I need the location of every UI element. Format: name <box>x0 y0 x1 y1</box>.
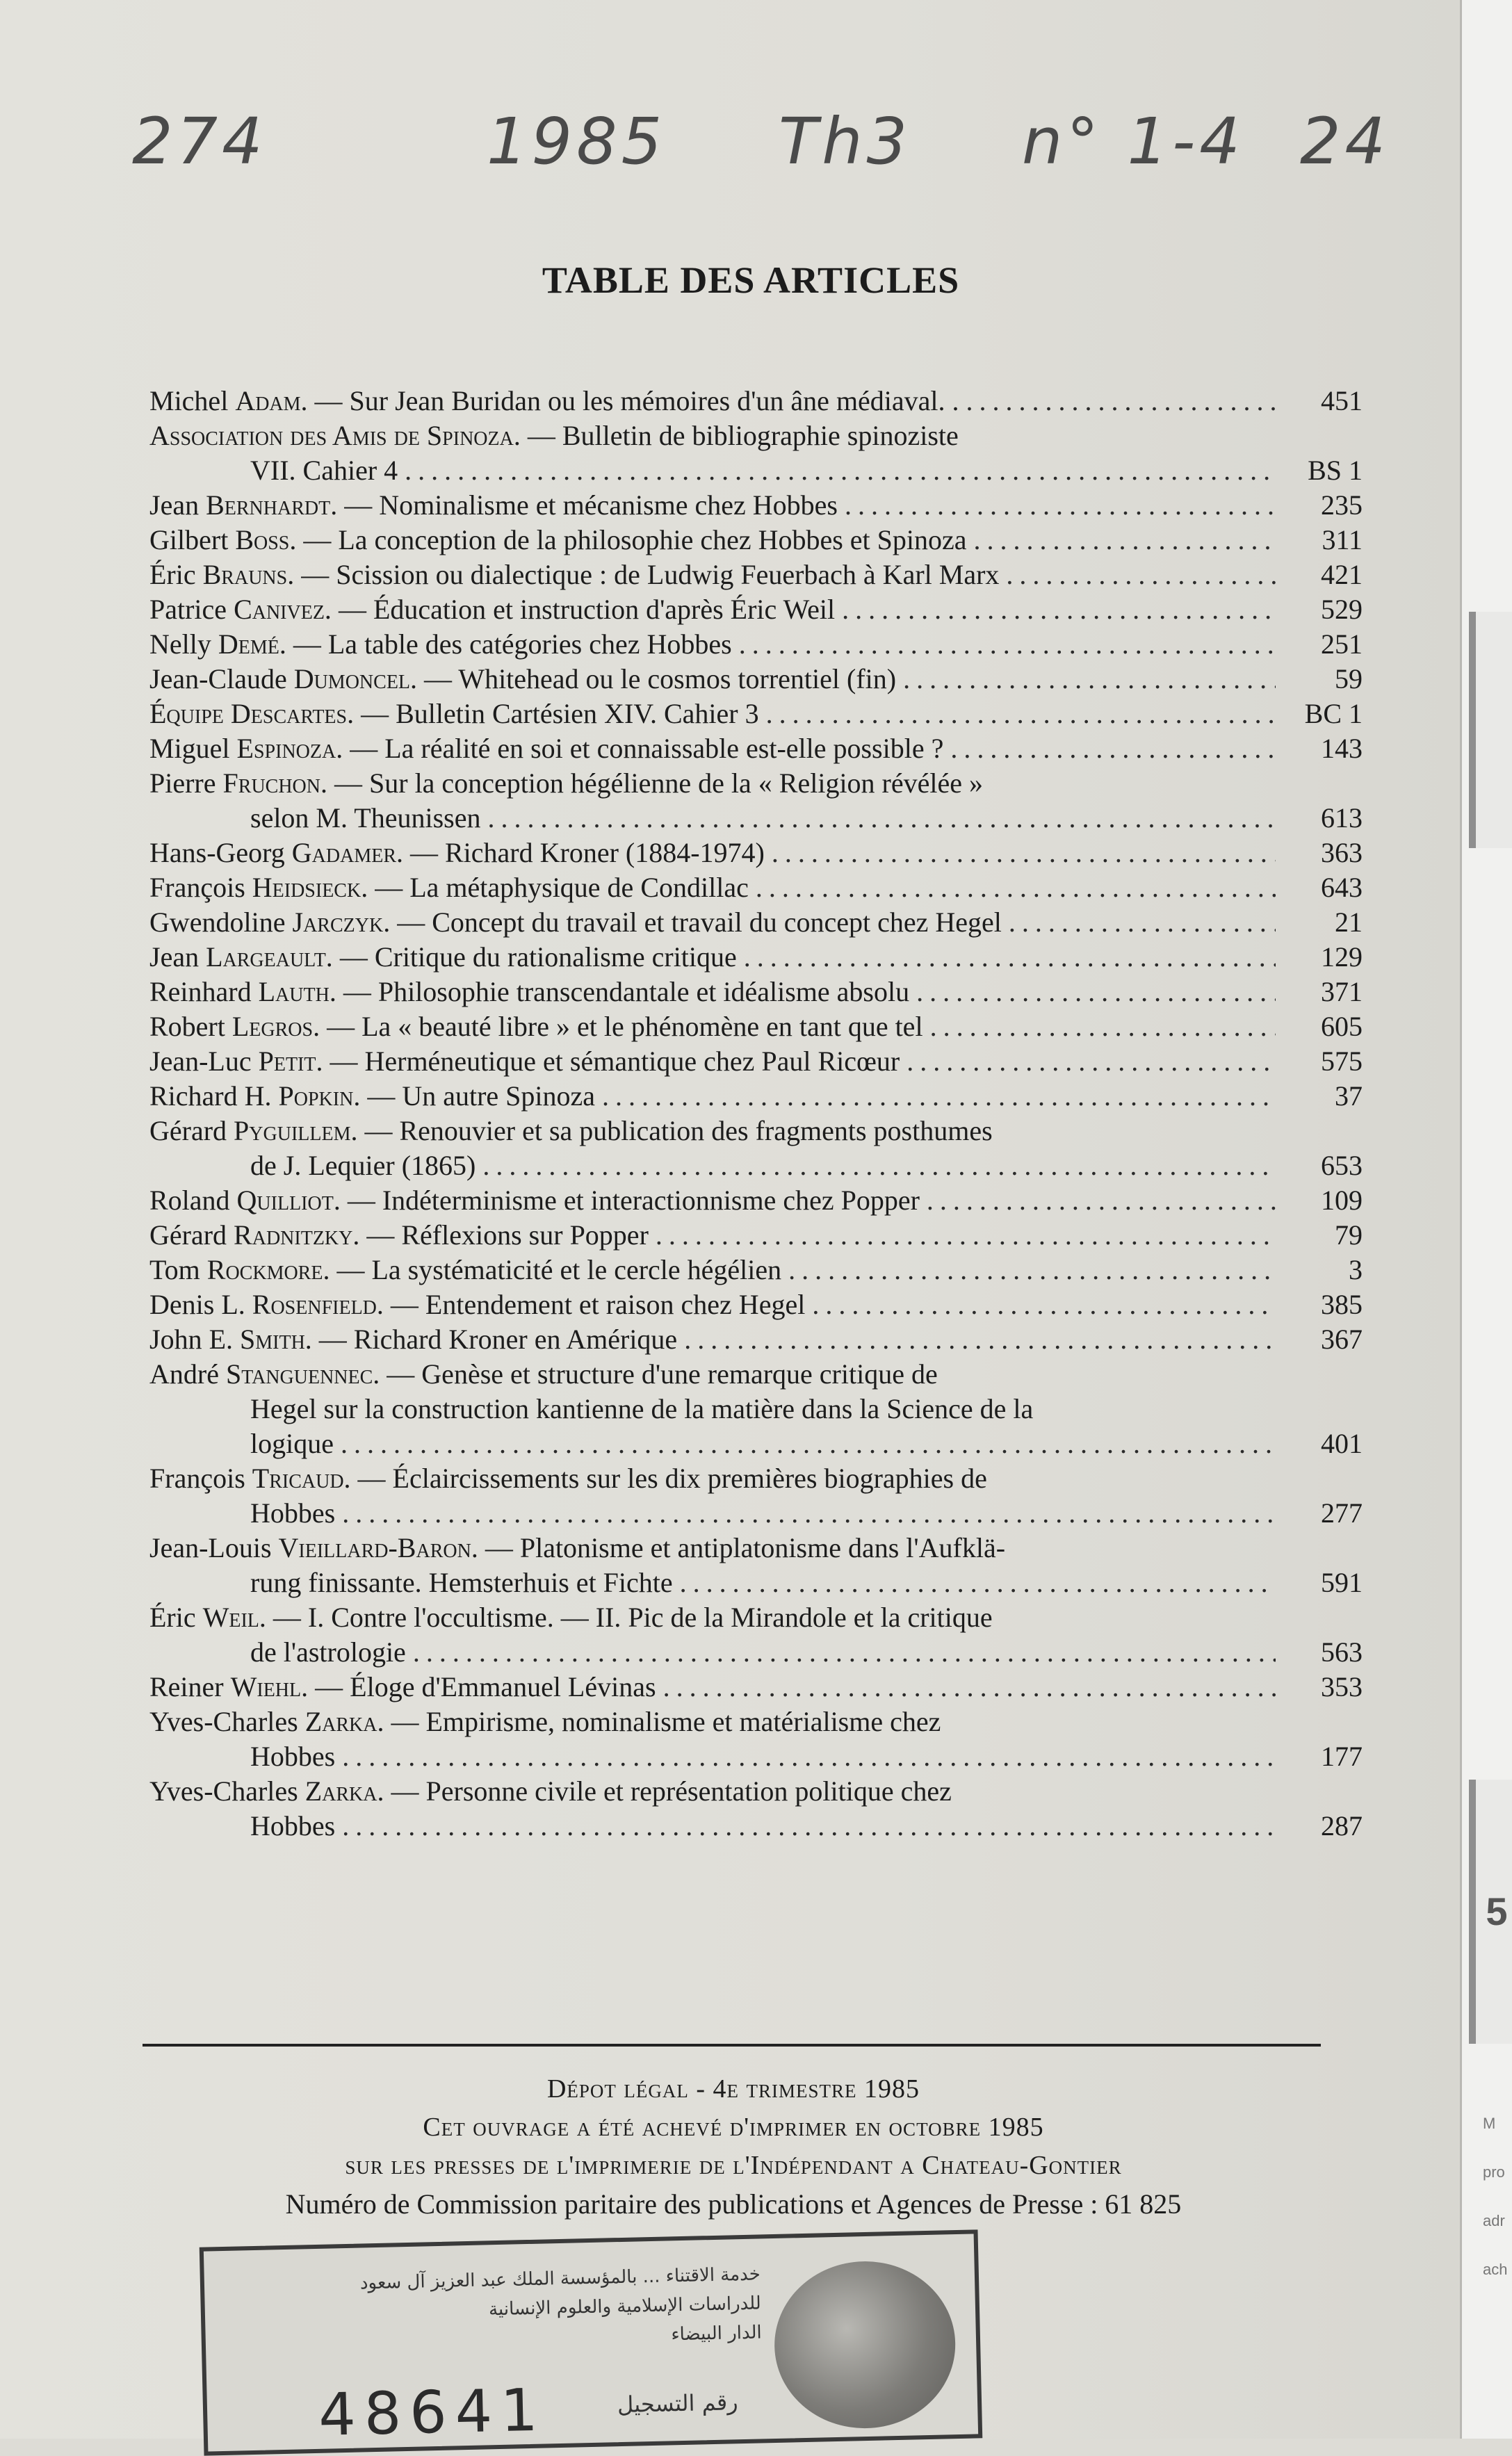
divider <box>143 2044 1321 2047</box>
author-first-name: Gwendoline <box>149 906 286 938</box>
author-last-name: Zarka. <box>304 1775 384 1807</box>
toc-entry <box>149 488 1363 523</box>
toc-entry <box>149 558 1363 592</box>
entry-title: — Whitehead ou le cosmos torrentiel (fin) <box>424 663 897 694</box>
author-last-name: Espinoza. <box>236 733 343 764</box>
printer-info: sur les presses de l'imprimerie de l'Indépendant a Chateau-Gontier <box>345 2151 1122 2180</box>
dot-leader <box>916 975 1276 1009</box>
entry-author <box>149 489 344 521</box>
dot-leader <box>842 592 1276 627</box>
author-last-name: Legros. <box>231 1011 320 1042</box>
entry-page-number: 129 <box>1321 941 1363 973</box>
author-first-name: Gérard <box>149 1115 227 1146</box>
toc-entry <box>149 836 1363 870</box>
page-title: TABLE DES ARTICLES <box>542 259 960 301</box>
entry-title: selon M. Theunissen <box>250 802 481 833</box>
entry-author <box>149 1532 485 1563</box>
toc-entry <box>149 731 1363 766</box>
entry-author <box>149 420 528 451</box>
entry-page-number: 277 <box>1321 1497 1363 1529</box>
handwritten-year: 1985 <box>487 104 667 179</box>
toc-entry <box>149 1009 1363 1044</box>
dot-leader <box>756 870 1276 905</box>
toc-entry <box>149 1705 1363 1774</box>
author-first-name: Jean-Luc <box>149 1046 252 1077</box>
author-first-name: Jean <box>149 489 200 521</box>
author-last-name: Gadamer. <box>291 837 403 868</box>
author-first-name: François <box>149 1463 245 1494</box>
entry-author <box>149 1080 367 1112</box>
stamp-registration-number: 48641 <box>318 2375 547 2449</box>
entry-author <box>149 1706 391 1737</box>
entry-author <box>149 941 340 973</box>
edge-fragment: M <box>1483 2115 1496 2132</box>
entry-title: — Éclaircissements sur les dix premières biographies de <box>357 1463 987 1494</box>
entry-page-number: 235 <box>1321 489 1363 521</box>
entry-author <box>149 698 361 729</box>
author-first-name: Pierre <box>149 767 216 799</box>
entry-title: — La systématicité et le cercle hégélien <box>336 1254 782 1285</box>
entry-title: — Entendement et raison chez Hegel <box>390 1289 806 1320</box>
stamp-text <box>232 2259 763 2359</box>
author-first-name: François <box>149 872 245 903</box>
entry-page-number: BS 1 <box>1308 455 1363 486</box>
dot-leader <box>739 627 1276 662</box>
entry-author <box>149 1671 315 1702</box>
author-last-name: Jarczyk. <box>292 906 391 938</box>
entry-author <box>149 628 293 660</box>
entry-author <box>149 1046 330 1077</box>
entry-author <box>149 733 350 764</box>
entry-title: Hegel sur la construction kantienne de la matière dans la Science de la <box>250 1393 1034 1424</box>
toc-entry <box>149 940 1363 975</box>
entry-page-number: 353 <box>1321 1671 1363 1702</box>
toc-entry <box>149 1357 1363 1461</box>
entry-title: — Bulletin Cartésien XIV. Cahier 3 <box>361 698 759 729</box>
colophon <box>143 2070 1324 2223</box>
author-last-name: Stanguennec. <box>225 1358 380 1390</box>
entry-page-number: 385 <box>1321 1289 1363 1320</box>
toc-entry <box>149 905 1363 940</box>
dot-leader <box>341 1426 1276 1461</box>
entry-author <box>149 594 339 625</box>
toc-entry <box>149 662 1363 697</box>
entry-author <box>149 1775 391 1807</box>
dot-leader <box>907 1044 1276 1079</box>
adjacent-page-edge <box>1460 0 1512 2439</box>
author-first-name: Roland <box>149 1185 230 1216</box>
toc-entry <box>149 1114 1363 1183</box>
author-last-name: Rosenfield. <box>252 1289 384 1320</box>
entry-author <box>149 1011 327 1042</box>
entry-page-number: 529 <box>1321 594 1363 625</box>
entry-page-number: 109 <box>1321 1185 1363 1216</box>
author-last-name: Wiehl. <box>230 1671 309 1702</box>
toc-entry <box>149 1531 1363 1600</box>
entry-page-number: 363 <box>1321 837 1363 868</box>
entry-title: — La réalité en soi et connaissable est-elle possible ? <box>350 733 944 764</box>
edge-tab-number: 5 <box>1469 1780 1512 2044</box>
entry-title: — Platonisme et antiplatonisme dans l'Aufklä- <box>485 1532 1006 1563</box>
toc-entry <box>149 975 1363 1009</box>
author-first-name: Michel <box>149 385 229 416</box>
author-last-name: Radnitzky. <box>234 1219 360 1251</box>
author-last-name: Tricaud. <box>252 1463 351 1494</box>
author-last-name: Boss. <box>235 524 297 555</box>
entry-page-number: 367 <box>1321 1324 1363 1355</box>
author-first-name: Yves-Charles <box>149 1706 298 1737</box>
stamp-line: الدار البيضاء <box>671 2322 763 2345</box>
toc-entry <box>149 697 1363 731</box>
author-last-name: Bernhardt. <box>206 489 338 521</box>
author-last-name: Association des Amis de Spinoza. <box>149 420 521 451</box>
toc-entry <box>149 1218 1363 1253</box>
dot-leader <box>950 731 1276 766</box>
author-first-name: Robert <box>149 1011 225 1042</box>
entry-title: — Nominalisme et mécanisme chez Hobbes <box>344 489 838 521</box>
entry-title: — Personne civile et représentation politique chez <box>391 1775 952 1807</box>
dot-leader <box>812 1287 1276 1322</box>
author-first-name: Denis L. <box>149 1289 245 1320</box>
entry-title: Hobbes <box>250 1810 336 1841</box>
handwritten-code: Th3 <box>779 104 912 179</box>
entry-title: — La métaphysique de Condillac <box>375 872 749 903</box>
handwritten-issues: n° 1-4 <box>1022 104 1244 179</box>
author-first-name: Tom <box>149 1254 200 1285</box>
toc-entry <box>149 1322 1363 1357</box>
entry-author <box>149 1254 336 1285</box>
entry-author <box>149 1358 387 1390</box>
dot-leader <box>342 1809 1276 1844</box>
entry-title: — Richard Kroner (1884-1974) <box>410 837 765 868</box>
toc-entry <box>149 766 1363 836</box>
entry-page-number: 311 <box>1322 524 1363 555</box>
entry-author <box>149 1185 348 1216</box>
handwritten-annotation <box>132 104 1390 195</box>
entry-page-number: 643 <box>1321 872 1363 903</box>
print-completion: Cet ouvrage a été achevé d'imprimer en octobre 1985 <box>423 2113 1044 2142</box>
entry-title: — Sur la conception hégélienne de la « Religion révélée » <box>334 767 984 799</box>
entry-page-number: 79 <box>1335 1219 1363 1251</box>
entry-title: Hobbes <box>250 1741 336 1772</box>
edge-fragment: pro <box>1483 2163 1505 2181</box>
entry-author <box>149 767 334 799</box>
dot-leader <box>772 836 1276 870</box>
entry-author <box>149 1602 273 1633</box>
dot-leader <box>974 523 1276 558</box>
stamp-seal-image <box>772 2259 957 2430</box>
toc-entry <box>149 1044 1363 1079</box>
author-first-name: Richard H. <box>149 1080 272 1112</box>
dot-leader <box>684 1322 1276 1357</box>
entry-title: logique <box>250 1428 334 1459</box>
entry-title: — Bulletin de bibliographie spinoziste <box>527 420 959 451</box>
entry-page-number: 287 <box>1321 1810 1363 1841</box>
entry-title: — Réflexions sur Popper <box>366 1219 649 1251</box>
dot-leader <box>927 1183 1276 1218</box>
author-first-name: Jean <box>149 941 200 973</box>
dot-leader <box>487 801 1276 836</box>
author-last-name: Quilliot. <box>236 1185 341 1216</box>
entry-title: — Richard Kroner en Amérique <box>318 1324 678 1355</box>
author-last-name: Largeault. <box>206 941 333 973</box>
entry-page-number: 575 <box>1321 1046 1363 1077</box>
entry-author <box>149 1115 365 1146</box>
toc-entry <box>149 1670 1363 1705</box>
entry-title: — Indéterminisme et interactionnisme chez Popper <box>347 1185 920 1216</box>
entry-title: rung finissante. Hemsterhuis et Fichte <box>250 1567 673 1598</box>
entry-page-number: 59 <box>1335 663 1363 694</box>
dot-leader <box>342 1739 1276 1774</box>
toc-entry <box>149 1774 1363 1844</box>
author-first-name: Reinhard <box>149 976 252 1007</box>
entry-page-number: 177 <box>1321 1741 1363 1772</box>
entry-title: — Concept du travail et travail du concept chez Hegel <box>397 906 1002 938</box>
entry-author <box>149 1324 319 1355</box>
entry-page-number: 143 <box>1321 733 1363 764</box>
author-first-name: Gérard <box>149 1219 227 1251</box>
author-first-name: Yves-Charles <box>149 1775 298 1807</box>
author-first-name: Gilbert <box>149 524 229 555</box>
author-last-name: Fruchon. <box>222 767 327 799</box>
entry-title: — Philosophie transcendantale et idéalisme absolu <box>343 976 910 1007</box>
dot-leader <box>342 1496 1276 1531</box>
entry-title: — I. Contre l'occultisme. — II. Pic de la Mirandole et la critique <box>273 1602 993 1633</box>
author-last-name: Weil. <box>202 1602 266 1633</box>
dot-leader <box>663 1670 1276 1705</box>
author-last-name: Smith. <box>240 1324 312 1355</box>
entry-author <box>149 906 397 938</box>
author-first-name: Reiner <box>149 1671 224 1702</box>
author-last-name: Petit. <box>258 1046 323 1077</box>
entry-title: VII. Cahier 4 <box>250 455 398 486</box>
edge-tab <box>1469 612 1512 848</box>
author-first-name: André <box>149 1358 219 1390</box>
author-first-name: Jean-Claude <box>149 663 287 694</box>
author-last-name: Heidsieck. <box>252 872 368 903</box>
stamp-line: للدراسات الإسلامية والعلوم الإنسانية <box>488 2293 762 2320</box>
dot-leader <box>966 384 1276 418</box>
dot-leader <box>930 1009 1276 1044</box>
entry-page-number: 613 <box>1321 802 1363 833</box>
entry-page-number: 37 <box>1335 1080 1363 1112</box>
author-last-name: Équipe Descartes. <box>149 698 355 729</box>
entry-title: — Genèse et structure d'une remarque critique de <box>387 1358 938 1390</box>
entry-page-number: 605 <box>1321 1011 1363 1042</box>
toc-entry <box>149 1287 1363 1322</box>
stamp-registration-label: رقم التسجيل <box>617 2389 739 2418</box>
table-of-contents <box>149 384 1363 1844</box>
dot-leader <box>1009 905 1276 940</box>
entry-page-number: 251 <box>1321 628 1363 660</box>
entry-page-number: 371 <box>1321 976 1363 1007</box>
author-first-name: Éric <box>149 1602 196 1633</box>
dot-leader <box>766 697 1276 731</box>
dot-leader <box>680 1566 1276 1600</box>
entry-title: — Scission ou dialectique : de Ludwig Feuerbach à Karl Marx <box>301 559 1000 590</box>
author-last-name: Canivez. <box>234 594 332 625</box>
edge-fragment: adr <box>1483 2212 1505 2229</box>
entry-author <box>149 976 343 1007</box>
dot-leader <box>405 453 1276 488</box>
entry-title: — Éducation et instruction d'après Éric Weil <box>338 594 836 625</box>
author-last-name: Zarka. <box>304 1706 384 1737</box>
author-last-name: Pyguillem. <box>234 1115 358 1146</box>
entry-page-number: 21 <box>1335 906 1363 938</box>
entry-page-number: BC 1 <box>1304 698 1363 729</box>
author-first-name: Miguel <box>149 733 230 764</box>
entry-author <box>149 663 424 694</box>
author-last-name: Brauns. <box>202 559 295 590</box>
entry-title: — Herméneutique et sémantique chez Paul Ricœur <box>330 1046 900 1077</box>
toc-entry <box>149 1183 1363 1218</box>
toc-entry <box>149 592 1363 627</box>
entry-author <box>149 524 303 555</box>
entry-author <box>149 1289 391 1320</box>
author-first-name: Patrice <box>149 594 227 625</box>
author-last-name: Lauth. <box>258 976 336 1007</box>
author-last-name: Dumoncel. <box>293 663 418 694</box>
entry-title: — Renouvier et sa publication des fragments posthumes <box>364 1115 993 1146</box>
dot-leader <box>845 488 1276 523</box>
author-first-name: Éric <box>149 559 196 590</box>
entry-title: — Éloge d'Emmanuel Lévinas <box>315 1671 656 1702</box>
toc-entry <box>149 1253 1363 1287</box>
entry-author <box>149 1463 358 1494</box>
toc-entry <box>149 523 1363 558</box>
author-last-name: Vieillard-Baron. <box>278 1532 478 1563</box>
entry-page-number: 421 <box>1321 559 1363 590</box>
legal-deposit: Dépot légal - 4e trimestre 1985 <box>546 2074 920 2104</box>
toc-entry <box>149 870 1363 905</box>
entry-author <box>149 385 315 416</box>
entry-title: — Critique du rationalisme critique <box>339 941 737 973</box>
dot-leader <box>656 1218 1276 1253</box>
author-last-name: Popkin. <box>278 1080 361 1112</box>
entry-title: — Un autre Spinoza <box>367 1080 596 1112</box>
library-stamp <box>200 2229 983 2455</box>
toc-entry <box>149 384 1363 418</box>
edge-fragment: ach <box>1483 2261 1508 2278</box>
entry-page-number: 3 <box>1349 1254 1363 1285</box>
entry-title: — Empirisme, nominalisme et matérialisme chez <box>391 1706 941 1737</box>
dot-leader <box>602 1079 1276 1114</box>
entry-author <box>149 872 375 903</box>
dot-leader <box>788 1253 1276 1287</box>
author-first-name: Hans-Georg <box>149 837 285 868</box>
toc-entry <box>149 627 1363 662</box>
toc-entry <box>149 1461 1363 1531</box>
entry-title: de l'astrologie <box>250 1636 406 1668</box>
entry-page-number: 451 <box>1321 385 1363 416</box>
handwritten-volume: 24 <box>1300 104 1390 179</box>
author-last-name: Adam. <box>235 385 308 416</box>
entry-page-number: 653 <box>1321 1150 1363 1181</box>
commission-number: Numéro de Commission paritaire des publications et Agences de Presse : 61 825 <box>285 2188 1182 2220</box>
entry-author <box>149 559 301 590</box>
handwritten-number: 274 <box>132 104 267 179</box>
stamp-line: خدمة الاقتناء ... بالمؤسسة الملك عبد العزيز آل سعود <box>359 2263 761 2294</box>
entry-title: — La « beauté libre » et le phénomène en tant que tel <box>327 1011 923 1042</box>
dot-leader <box>1006 558 1276 592</box>
author-last-name: Rockmore. <box>206 1254 330 1285</box>
dot-leader <box>744 940 1276 975</box>
author-first-name: Jean-Louis <box>149 1532 272 1563</box>
toc-entry <box>149 1079 1363 1114</box>
entry-author <box>149 837 410 868</box>
entry-page-number: 401 <box>1321 1428 1363 1459</box>
edge-fragments <box>1483 2099 1507 2294</box>
author-last-name: Demé. <box>218 628 286 660</box>
toc-entry <box>149 418 1363 488</box>
entry-author <box>149 1219 366 1251</box>
dot-leader <box>903 662 1276 697</box>
dot-leader <box>413 1635 1276 1670</box>
dot-leader <box>482 1148 1276 1183</box>
entry-page-number: 591 <box>1321 1567 1363 1598</box>
entry-title: — Sur Jean Buridan ou les mémoires d'un âne médiaval. . <box>314 385 959 416</box>
entry-page-number: 563 <box>1321 1636 1363 1668</box>
entry-title: — La table des catégories chez Hobbes <box>293 628 732 660</box>
entry-title: — La conception de la philosophie chez Hobbes et Spinoza <box>303 524 967 555</box>
author-first-name: John E. <box>149 1324 233 1355</box>
author-first-name: Nelly <box>149 628 211 660</box>
entry-title: de J. Lequier (1865) <box>250 1150 476 1181</box>
toc-entry <box>149 1600 1363 1670</box>
entry-title: Hobbes <box>250 1497 336 1529</box>
